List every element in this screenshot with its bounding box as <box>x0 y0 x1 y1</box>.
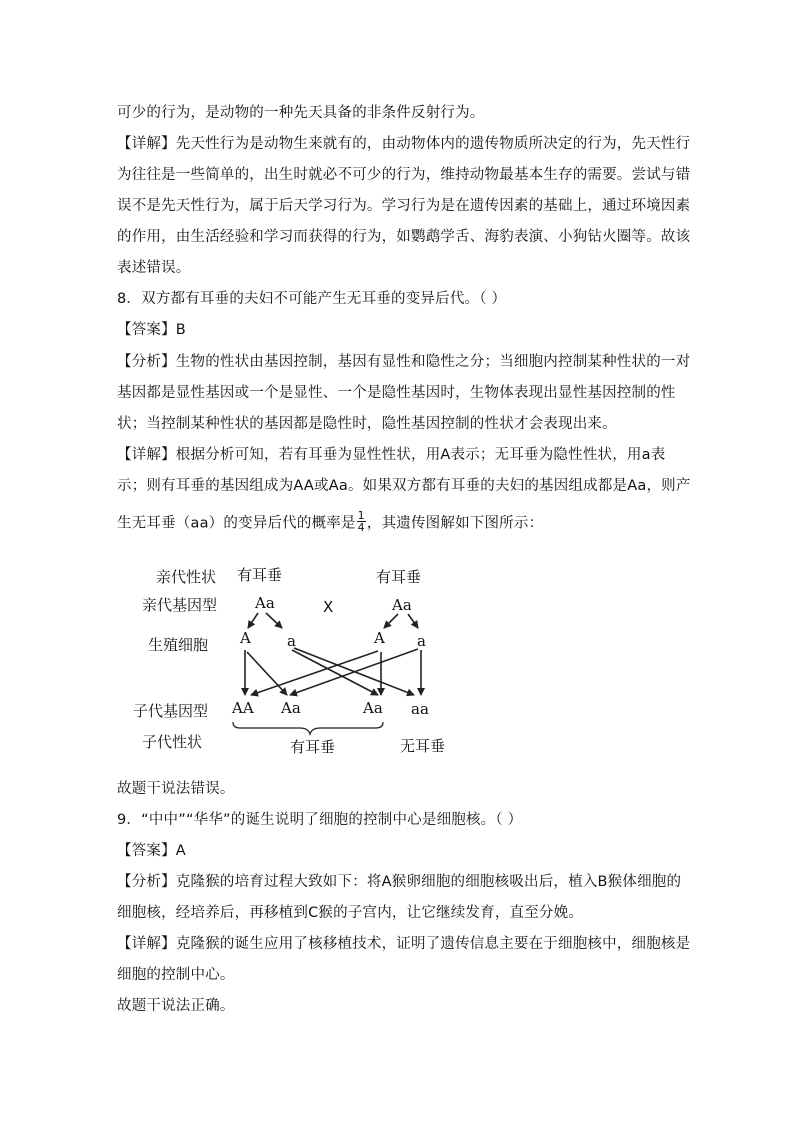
cross-symbol: X <box>323 598 334 616</box>
text-line: 【详解】先天性行为是动物生来就有的，由动物体内的遗传物质所决定的行为，先天性行 <box>117 136 691 152</box>
text-line: 【分析】生物的性状由基因控制，基因有显性和隐性之分；当细胞内控制某种性状的一对 <box>117 354 691 370</box>
arrow-a1-Aa <box>292 650 378 695</box>
question-9: 9．“中中”“华华”的诞生说明了细胞的控制中心是细胞核。（ ） <box>117 812 523 828</box>
text-line: 示；则有耳垂的基因组成为AA或Aa。如果双方都有耳垂的夫妇的基因组成都是Aa，则产 <box>117 478 691 494</box>
offspring-3: Aa <box>363 699 383 717</box>
text-line: 表述错误。 <box>117 260 191 276</box>
arrow-a2-Aa <box>290 649 418 695</box>
text-line: 【详解】根据分析可知，若有耳垂为显性性状，用A表示；无耳垂为隐性性状，用a表 <box>117 447 666 463</box>
offspring-4: aa <box>411 700 429 718</box>
text-line: 细胞的控制中心。 <box>117 967 235 983</box>
arrow-p2-gamete-a <box>408 614 418 628</box>
offspring-2: Aa <box>281 699 301 717</box>
text-line: 故题干说法错误。 <box>117 781 235 797</box>
arrow-p2-gamete-A <box>384 614 398 628</box>
gamete-2: a <box>287 632 296 650</box>
text-line: 基因都是显性基因或一个是显性、一个是隐性基因时，生物体表现出显性基因控制的性 <box>117 385 676 401</box>
gamete-3: A <box>374 629 385 647</box>
arrow-p1-gamete-A <box>248 613 258 628</box>
label-child-genotype: 子代基因型 <box>133 702 209 720</box>
label-child-trait: 子代性状 <box>142 733 203 751</box>
answer-9: 【答案】A <box>117 843 186 859</box>
label-parent-genotype: 亲代基因型 <box>142 596 218 614</box>
text-line: 可少的行为，是动物的一种先天具备的非条件反射行为。 <box>117 105 485 121</box>
arrow-A1-Aa <box>247 652 287 695</box>
text-line: 误不是先天性行为，属于后天学习行为。学习行为是在遗传因素的基础上，通过环境因素 <box>117 198 691 214</box>
parent1-genotype: Aa <box>255 594 275 612</box>
text-line: 状；当控制某种性状的基因都是隐性时，隐性基因控制的性状才会表现出来。 <box>117 416 617 432</box>
probability-text-before: 生无耳垂（aa）的变异后代的概率是 <box>117 515 356 532</box>
text-line: 故题干说法正确。 <box>117 998 235 1014</box>
parent2-genotype: Aa <box>392 596 412 614</box>
fraction-denominator: 4 <box>357 521 365 534</box>
brace <box>233 722 383 734</box>
answer-8: 【答案】B <box>117 322 186 338</box>
parent1-trait: 有耳垂 <box>237 566 283 584</box>
probability-text-after: ，其遗传图解如下图所示： <box>366 515 544 532</box>
text-line: 为往往是一些简单的，出生时就必不可少的行为，维持动物最基本生存的需要。尝试与错 <box>117 167 691 183</box>
fraction-numerator: 1 <box>357 509 365 522</box>
text-line: 【分析】克隆猴的培育过程大致如下：将A猴卵细胞的细胞核吸出后，植入B猴体细胞的 <box>117 874 682 890</box>
text-line: 【详解】克隆猴的诞生应用了核移植技术，证明了遗传信息主要在于细胞核中，细胞核是 <box>117 936 691 952</box>
offspring-1: AA <box>232 699 254 717</box>
arrow-p1-gamete-a <box>266 613 282 628</box>
child-trait-dominant: 有耳垂 <box>290 738 336 756</box>
question-8: 8．双方都有耳垂的夫妇不可能产生无耳垂的变异后代。（ ） <box>117 291 507 307</box>
text-line: 的作用，由生活经验和学习而获得的行为，如鹦鹉学舌、海豹表演、小狗钻火圈等。故该 <box>117 229 691 245</box>
label-gamete: 生殖细胞 <box>148 636 209 654</box>
text-line: 细胞核，经培养后，再移植到C猴的子宫内，让它继续发育，直至分娩。 <box>117 905 584 921</box>
gamete-4: a <box>417 632 426 650</box>
label-parent-trait: 亲代性状 <box>156 568 217 586</box>
gamete-1: A <box>240 629 251 647</box>
child-trait-recessive: 无耳垂 <box>400 737 446 755</box>
parent2-trait: 有耳垂 <box>376 568 422 586</box>
